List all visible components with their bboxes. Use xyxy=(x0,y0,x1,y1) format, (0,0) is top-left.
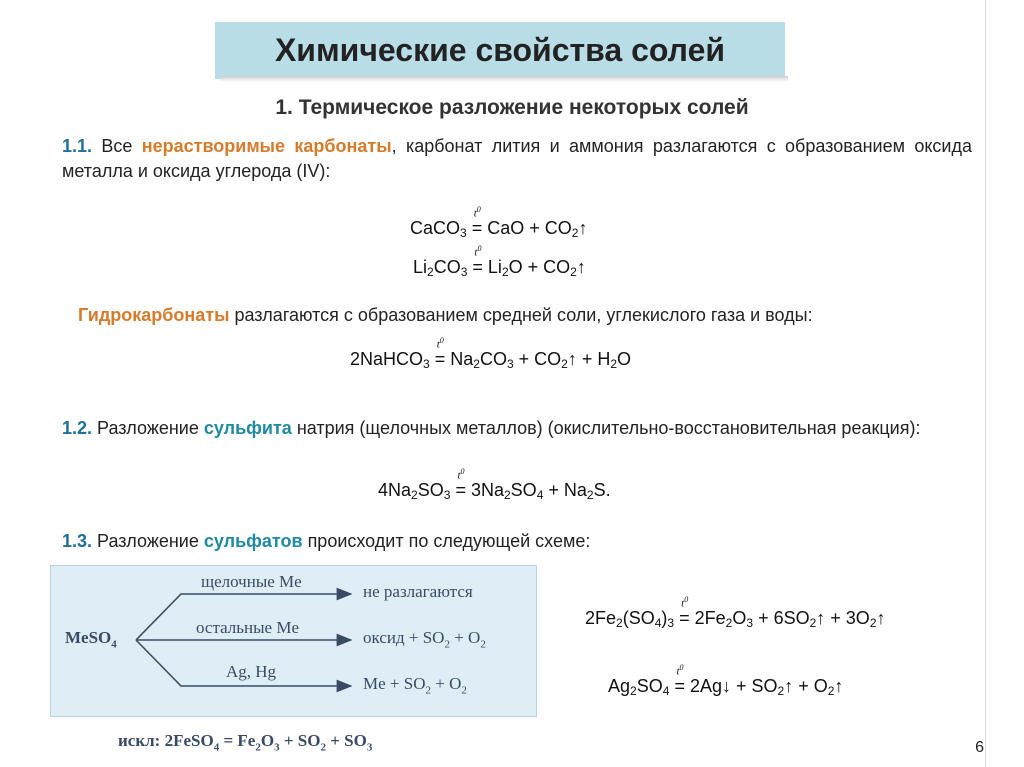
branch-2-label: остальные Me xyxy=(196,618,300,637)
paragraph-1-2: 1.2. Разложение сульфита натрия (щелочных металлов) (окислительно-восстановительная реакция): xyxy=(62,418,921,438)
section-heading: 1. Термическое разложение некоторых солей xyxy=(275,96,749,119)
equation-ag2so4: $Ag_2SO_4$ $t^0$ = 2Ag↓ + $SO_2↑$ + $O_2↑$ xyxy=(608,663,844,698)
branch-3-result: $Me + SO_2 + O_2$ xyxy=(363,674,467,697)
paragraph-number: 1.2. xyxy=(62,418,93,438)
page-number: 6 xyxy=(975,739,984,756)
exception-equation: искл: 2FeSO$_4$ = $Fe_2O_3 + SO_2 + SO_3$ xyxy=(118,731,373,754)
highlight-term: сульфита xyxy=(203,418,292,438)
paragraph-hydrocarbonates: Гидрокарбонаты разлагаются с образованием средней соли, углекислого газа и воды: xyxy=(78,305,813,325)
branch-1-label: щелочные Me xyxy=(201,572,302,591)
branch-2-result: оксид + $SO_2 + O_2$ xyxy=(363,628,486,651)
scheme-root: MeSO$_4$ xyxy=(65,628,117,651)
equation-nahco3: 2NaHCO$_3$ $t^0$ = $Na_2CO_3$ + $CO_2↑ + H_2O$ xyxy=(350,336,632,371)
highlight-term: сульфатов xyxy=(203,531,303,551)
equation-li2co3: $Li_2CO_3$ $t^0$ = $Li_2O$ + $CO_2↑$ xyxy=(413,244,586,279)
branch-3-label: Ag, Hg xyxy=(226,662,277,681)
branch-1-result: не разлагаются xyxy=(363,582,473,601)
sulfate-decomposition-scheme xyxy=(50,565,537,717)
page-title: Химические свойства солей xyxy=(274,32,726,68)
highlight-term: нерастворимые карбонаты xyxy=(141,136,392,156)
title-box xyxy=(215,22,785,79)
equation-fe2so43: $2Fe_2(SO_4)_3$ $t^0$ = $2Fe_2O_3$ + $6SO_2↑$ + $3O_2↑$ xyxy=(585,595,886,630)
title-shadow xyxy=(220,76,788,82)
highlight-term: Гидрокарбонаты xyxy=(78,305,230,325)
paragraph-1-3: 1.3. Разложение сульфатов происходит по следующей схеме: xyxy=(62,531,591,551)
paragraph-1-1: 1.1. Все нерастворимые карбонаты, карбонат лития и аммония разлагаются с образованием оксида металла и оксида углерода (IV): xyxy=(62,136,972,181)
equation-caco3: CaCO$_3$ $t^0$ = CaO + $CO_2↑$ xyxy=(410,205,588,240)
paragraph-number: 1.1. xyxy=(62,136,93,156)
equation-na2so3: $4Na_2SO_3$ $t^0$ = $3Na_2SO_4 + Na_2S$. xyxy=(378,467,611,502)
paragraph-number: 1.3. xyxy=(62,531,93,551)
